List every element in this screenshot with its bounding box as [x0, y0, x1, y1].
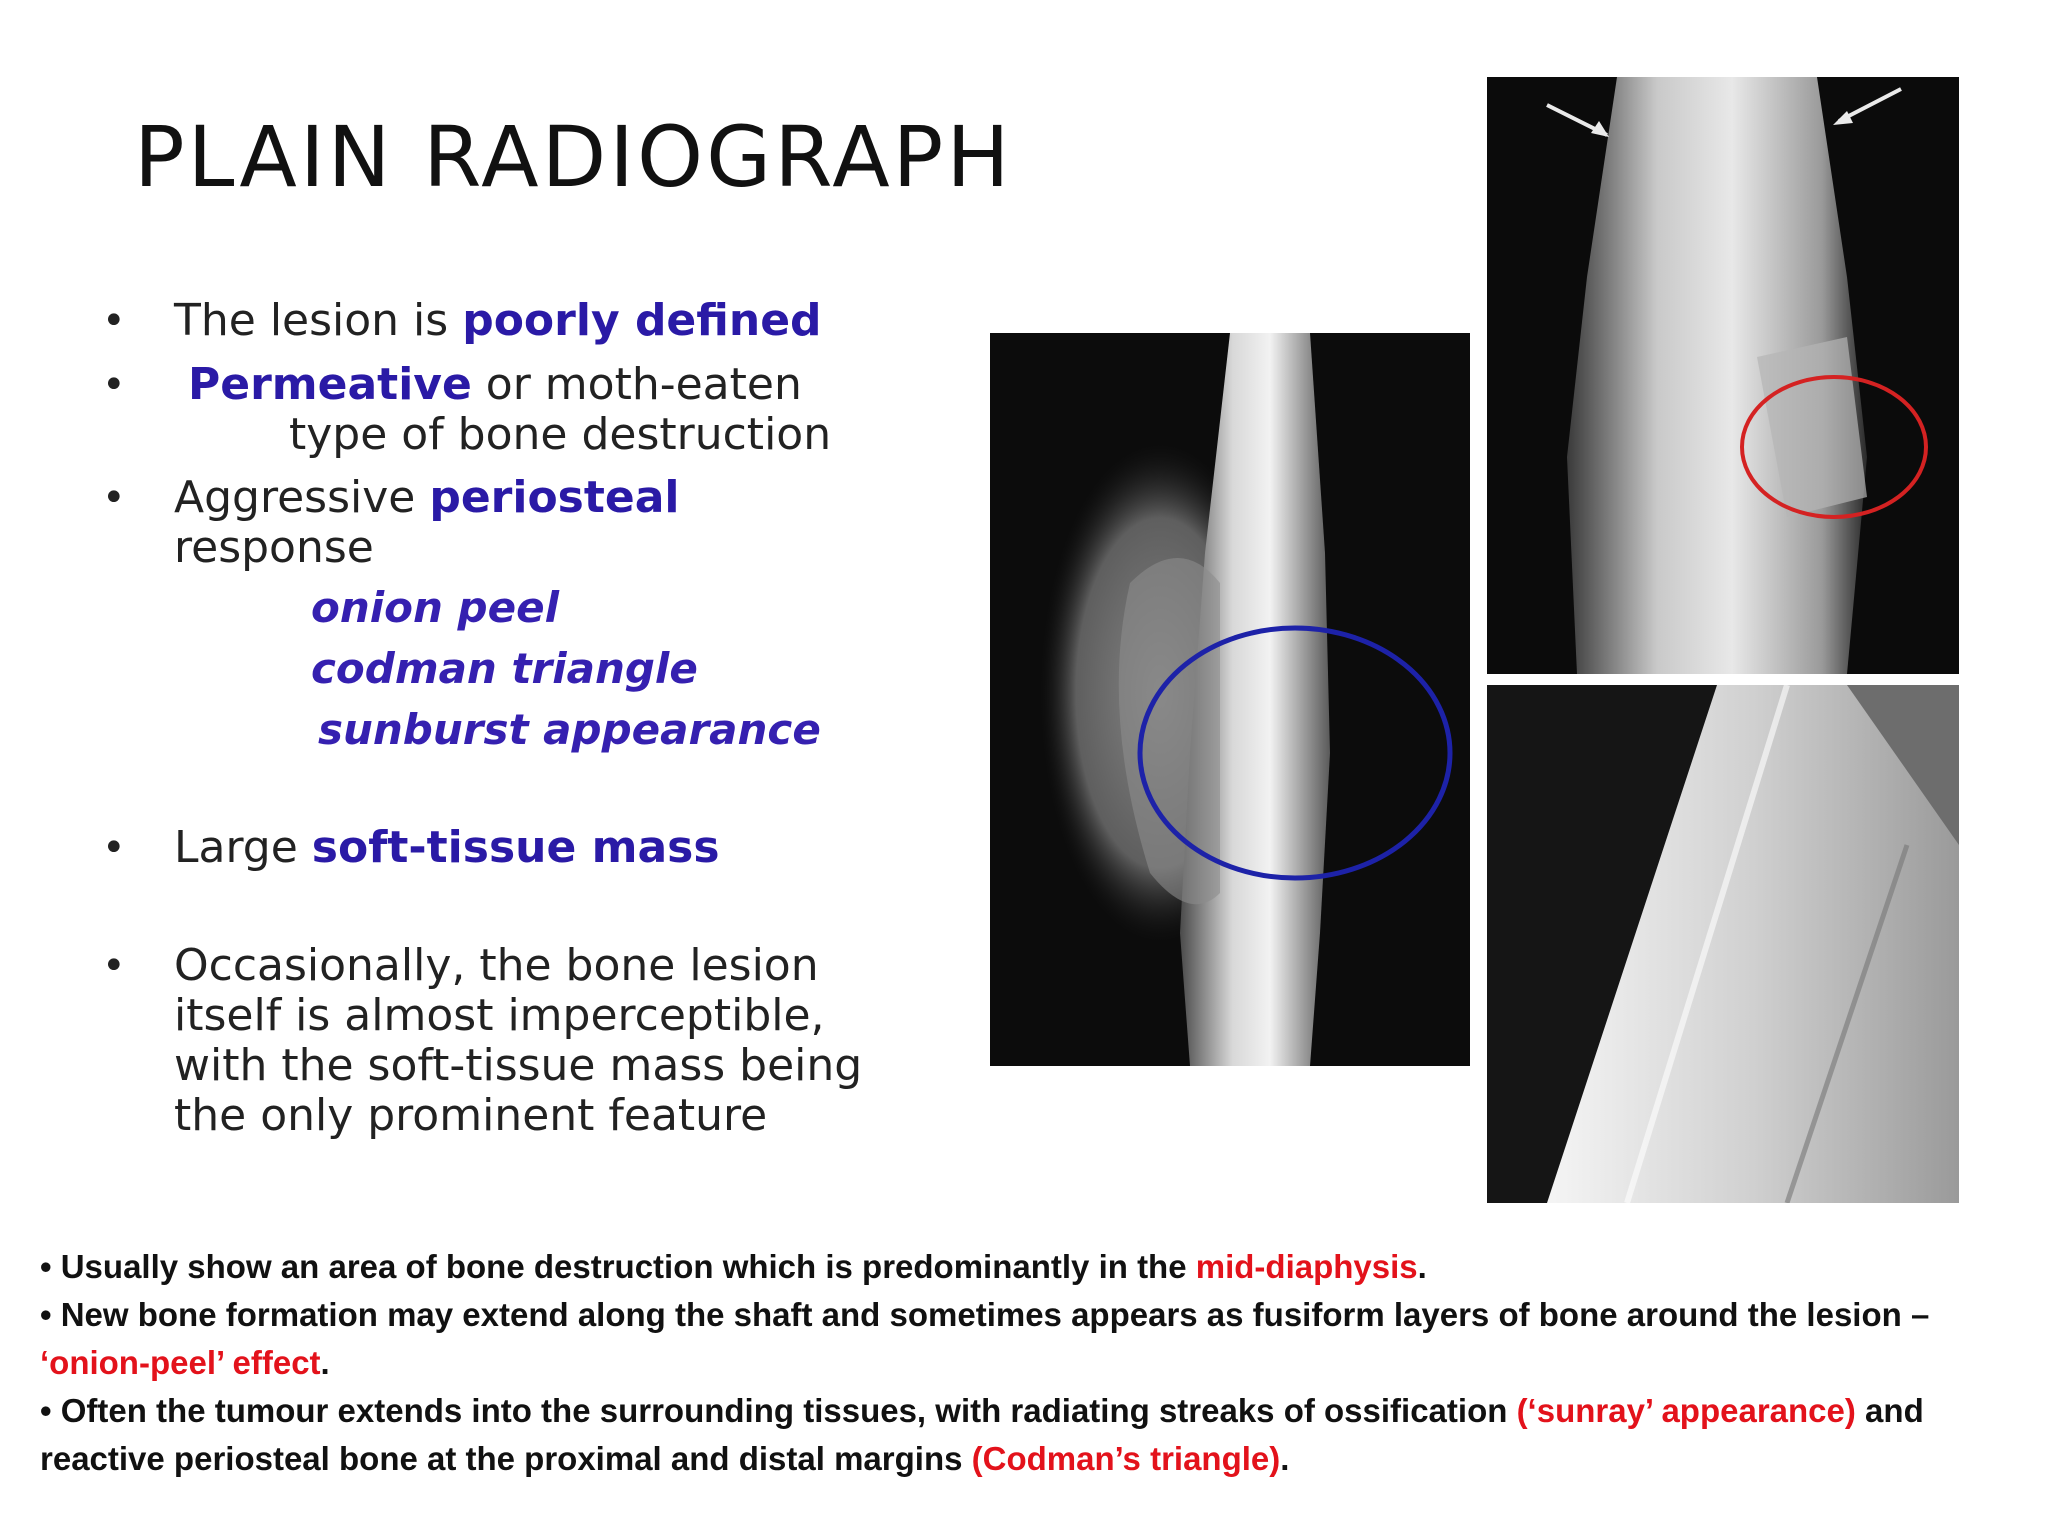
bullet-text: response — [174, 522, 374, 573]
footer-text: • New bone formation may extend along the shaft and sometimes appears as fusiform layers of bone around the lesion – — [40, 1296, 1930, 1333]
bullet-text: Aggressive — [174, 472, 430, 523]
bullet-poorly-defined — [96, 296, 822, 346]
bullet-periosteal — [96, 473, 680, 573]
bullet-dot: • — [102, 825, 126, 871]
bullet-dot: • — [102, 475, 126, 521]
highlight-text: Permeative — [188, 359, 472, 410]
bullet-text: type of bone destruction — [289, 409, 832, 460]
bullet-dot: • — [102, 943, 126, 989]
radiograph-femur-drawing — [990, 333, 1470, 1066]
bullet-occasionally — [96, 941, 862, 1141]
bullet-dot: • — [102, 298, 126, 344]
footer-red-text: (Codman’s triangle) — [971, 1440, 1281, 1477]
footer-red-text: ‘onion-peel’ effect — [40, 1344, 321, 1381]
bullet-text: with the soft-tissue mass being — [174, 1040, 863, 1091]
footer-line-1 — [40, 1243, 2020, 1291]
highlight-text: poorly defined — [462, 295, 822, 346]
bullet-text: itself is almost imperceptible, — [174, 990, 825, 1041]
bullet-text: The lesion is — [174, 295, 463, 346]
bullet-text: or moth-eaten — [471, 359, 802, 410]
radiograph-proximal-drawing — [1487, 77, 1959, 674]
radiograph-proximal-image — [1487, 77, 1959, 674]
radiograph-shaft-drawing — [1487, 685, 1959, 1203]
footer-text-end: . — [1280, 1440, 1290, 1477]
footer-red-text: (‘sunray’ appearance) — [1516, 1392, 1856, 1429]
bullet-dot: • — [102, 362, 126, 408]
bullet-text: Occasionally, the bone lesion — [174, 940, 819, 991]
bullet-soft-tissue-mass — [96, 823, 720, 873]
sub-item-onion-peel: onion peel — [311, 583, 559, 632]
radiograph-shaft-image — [1487, 685, 1959, 1203]
footer-text: • Usually show an area of bone destruction which is predominantly in the — [40, 1248, 1196, 1285]
footer-red-text: mid-diaphysis — [1195, 1248, 1418, 1285]
footer-line-3 — [40, 1387, 2020, 1483]
footer-text: and reactive periosteal bone at the proximal and distal margins — [40, 1392, 1924, 1477]
page-title: PLAIN RADIOGRAPH — [134, 108, 1013, 206]
footer-text-end: . — [320, 1344, 330, 1381]
highlight-text: periosteal — [429, 472, 680, 523]
bullet-text: Large — [174, 822, 312, 873]
highlight-text: soft-tissue mass — [311, 822, 720, 873]
footer-text: • Often the tumour extends into the surrounding tissues, with radiating streaks of ossification — [40, 1392, 1517, 1429]
footer-text-end: . — [1417, 1248, 1427, 1285]
footer-line-2 — [40, 1291, 2020, 1387]
sub-item-sunburst: sunburst appearance — [318, 705, 821, 754]
footer-notes — [40, 1243, 2020, 1483]
bullet-text: the only prominent feature — [174, 1090, 768, 1141]
sub-item-codman-triangle: codman triangle — [311, 644, 698, 693]
radiograph-femur-image — [990, 333, 1470, 1066]
bullet-permeative — [96, 360, 831, 460]
